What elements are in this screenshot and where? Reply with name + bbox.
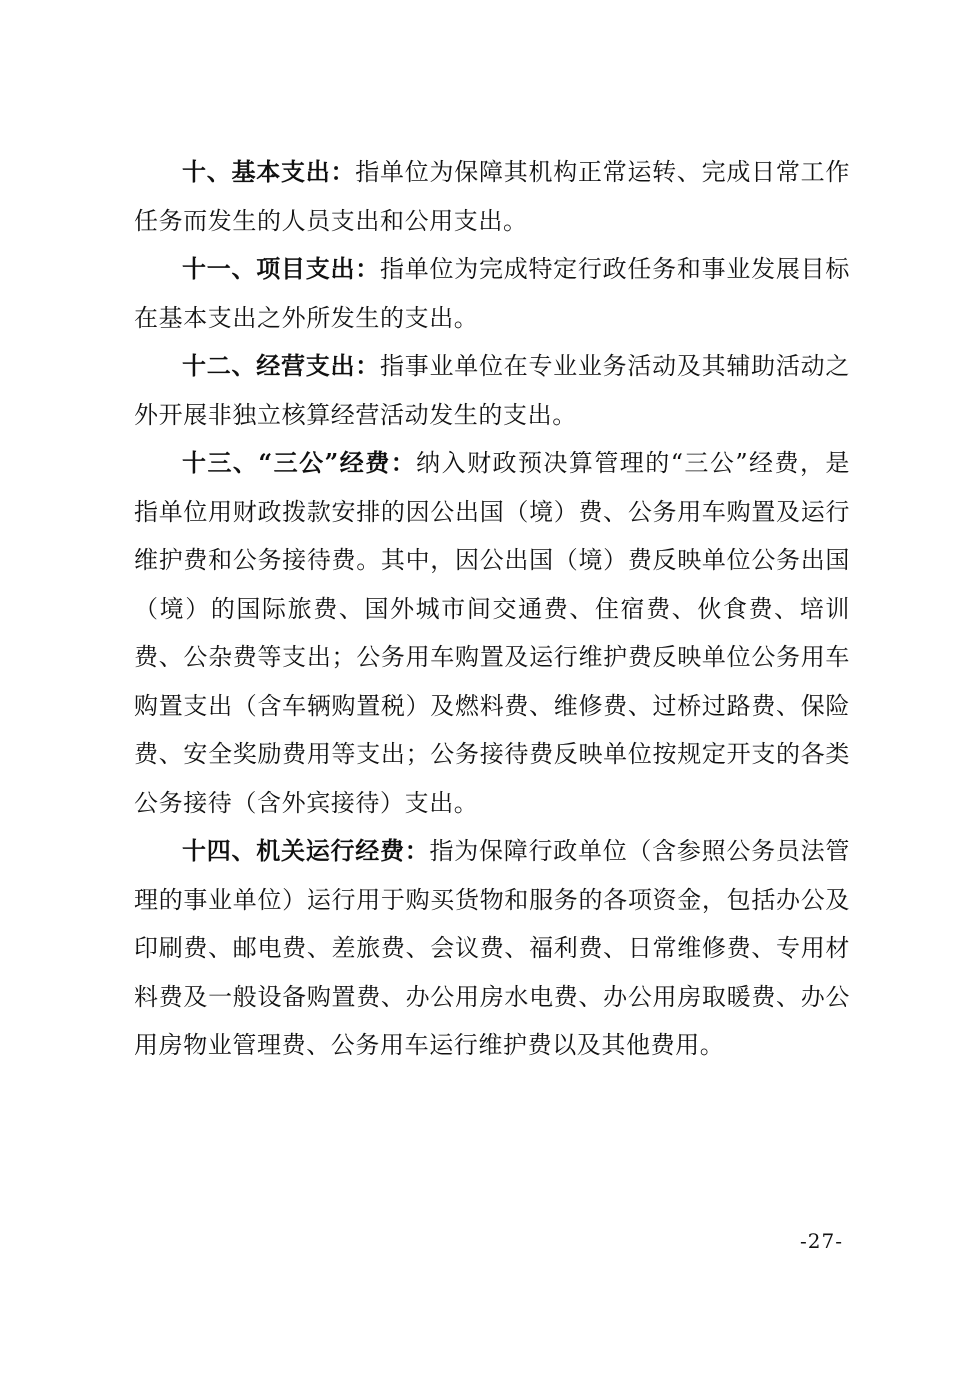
definition-term: 十三、“三公”经费： [182,448,417,477]
definition-text: 纳入财政预决算管理的“三公”经费，是指单位用财政拨款安排的因公出国（境）费、公务用车购置及运行维护费和公务接待费。其中，因公出国（境）费反映单位公务出国（境）的国际旅费、国外城市间交通费、住宿费、伙食费、培训费、公杂费等支出；公务用车购置及运行维护费反映单位公务用车购置支出（含车辆购置税）及燃料费、维修费、过桥过路费、保险费、安全奖励费用等支出；公务接待费反映单位按规定开支的各类公务接待（含外宾接待）支出。 [134,449,851,817]
definition-paragraph-project-expenditure [134,245,850,342]
definition-term: 十一、项目支出： [182,254,380,283]
definition-text: 指事业单位在专业业务活动及其辅助活动之外开展非独立核算经营活动发生的支出。 [134,352,850,429]
definition-text: 指单位为完成特定行政任务和事业发展目标在基本支出之外所发生的支出。 [134,255,850,332]
definition-text: 指单位为保障其机构正常运转、完成日常工作任务而发生的人员支出和公用支出。 [134,158,851,235]
page-number: -27- [800,1229,843,1253]
definition-term: 十四、机关运行经费： [182,836,430,865]
definition-paragraph-basic-expenditure [134,148,850,245]
definition-term: 十二、经营支出： [182,351,380,380]
definition-term: 十、基本支出： [182,157,356,186]
definition-paragraph-operating-expenditure [134,342,850,439]
definition-text: 指为保障行政单位（含参照公务员法管理的事业单位）运行用于购买货物和服务的各项资金，包括办公及印刷费、邮电费、差旅费、会议费、福利费、日常维修费、专用材料费及一般设备购置费、办公用房水电费、办公用房取暖费、办公用房物业管理费、公务用车运行维护费以及其他费用。 [134,837,851,1059]
definition-paragraph-three-public-expenses [134,439,850,827]
definition-paragraph-agency-operating-expenses [134,827,850,1070]
document-body [134,148,850,1070]
